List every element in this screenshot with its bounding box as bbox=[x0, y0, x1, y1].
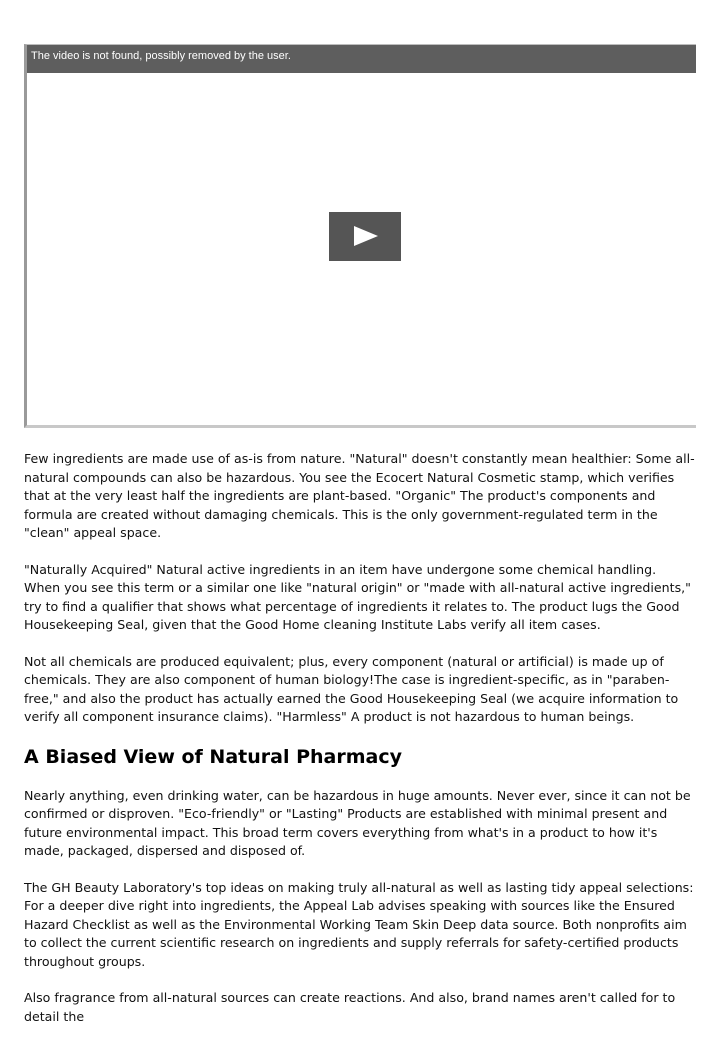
paragraph-1: Few ingredients are made use of as-is from nature. "Natural" doesn't constantly mean healthier: Some all-natural compounds can also be hazardous. You see the Ecocert Natural Cosmetic stamp, which verifies that at the very least half the ingredients are plant-based. "Organic" The product's components and formula are created without damaging chemicals. This is the only government-regulated term in the "clean" appeal space. bbox=[24, 451, 695, 540]
paragraph-5: The GH Beauty Laboratory's top ideas on making truly all-natural as well as lasting tidy appeal selections: For a deeper dive right into ingredients, the Appeal Lab advises speaking with sources like the Ensured Hazard Checklist as well as the Environmental Working Team Skin Deep data source. Both nonprofits aim to collect the current scientific research on ingredients and supply referrals for safety-certified products throughout groups. bbox=[24, 879, 694, 969]
article-body bbox=[24, 450, 696, 1044]
play-button[interactable] bbox=[329, 212, 401, 261]
paragraph-3: Not all chemicals are produced equivalent; plus, every component (natural or artificial) is made up of chemicals. They are also component of human biology!The case is ingredient-specific, as in "paraben-free," and also the product has actually earned the Good Housekeeping Seal (we acquire information to verify all component insurance claims). "Harmless" A product is not hazardous to human beings. bbox=[24, 653, 679, 724]
play-icon bbox=[354, 226, 378, 246]
video-error-message: The video is not found, possibly removed by the user. bbox=[27, 45, 696, 73]
paragraph-4: Nearly anything, even drinking water, can be hazardous in huge amounts. Never ever, since it can not be confirmed or disproven. "Eco-friendly" or "Lasting" Products are established with minimal present and future environmental impact. This broad term covers everything from what's in a product to how it's made, packaged, dispersed and disposed of. bbox=[24, 787, 691, 858]
video-player[interactable] bbox=[24, 44, 696, 428]
paragraph-2: "Naturally Acquired" Natural active ingredients in an item have undergone some chemical handling. When you see this term or a similar one like "natural origin" or "made with all-natural active ingredients," try to find a qualifier that shows what percentage of ingredients it relates to. The product lugs the Good Housekeeping Seal, given that the Good Home cleaning Institute Labs verify all item cases. bbox=[24, 561, 691, 632]
paragraph-6: Also fragrance from all-natural sources can create reactions. And also, brand names aren't called for to detail the bbox=[24, 990, 676, 1024]
section-heading: A Biased View of Natural Pharmacy bbox=[24, 745, 402, 768]
